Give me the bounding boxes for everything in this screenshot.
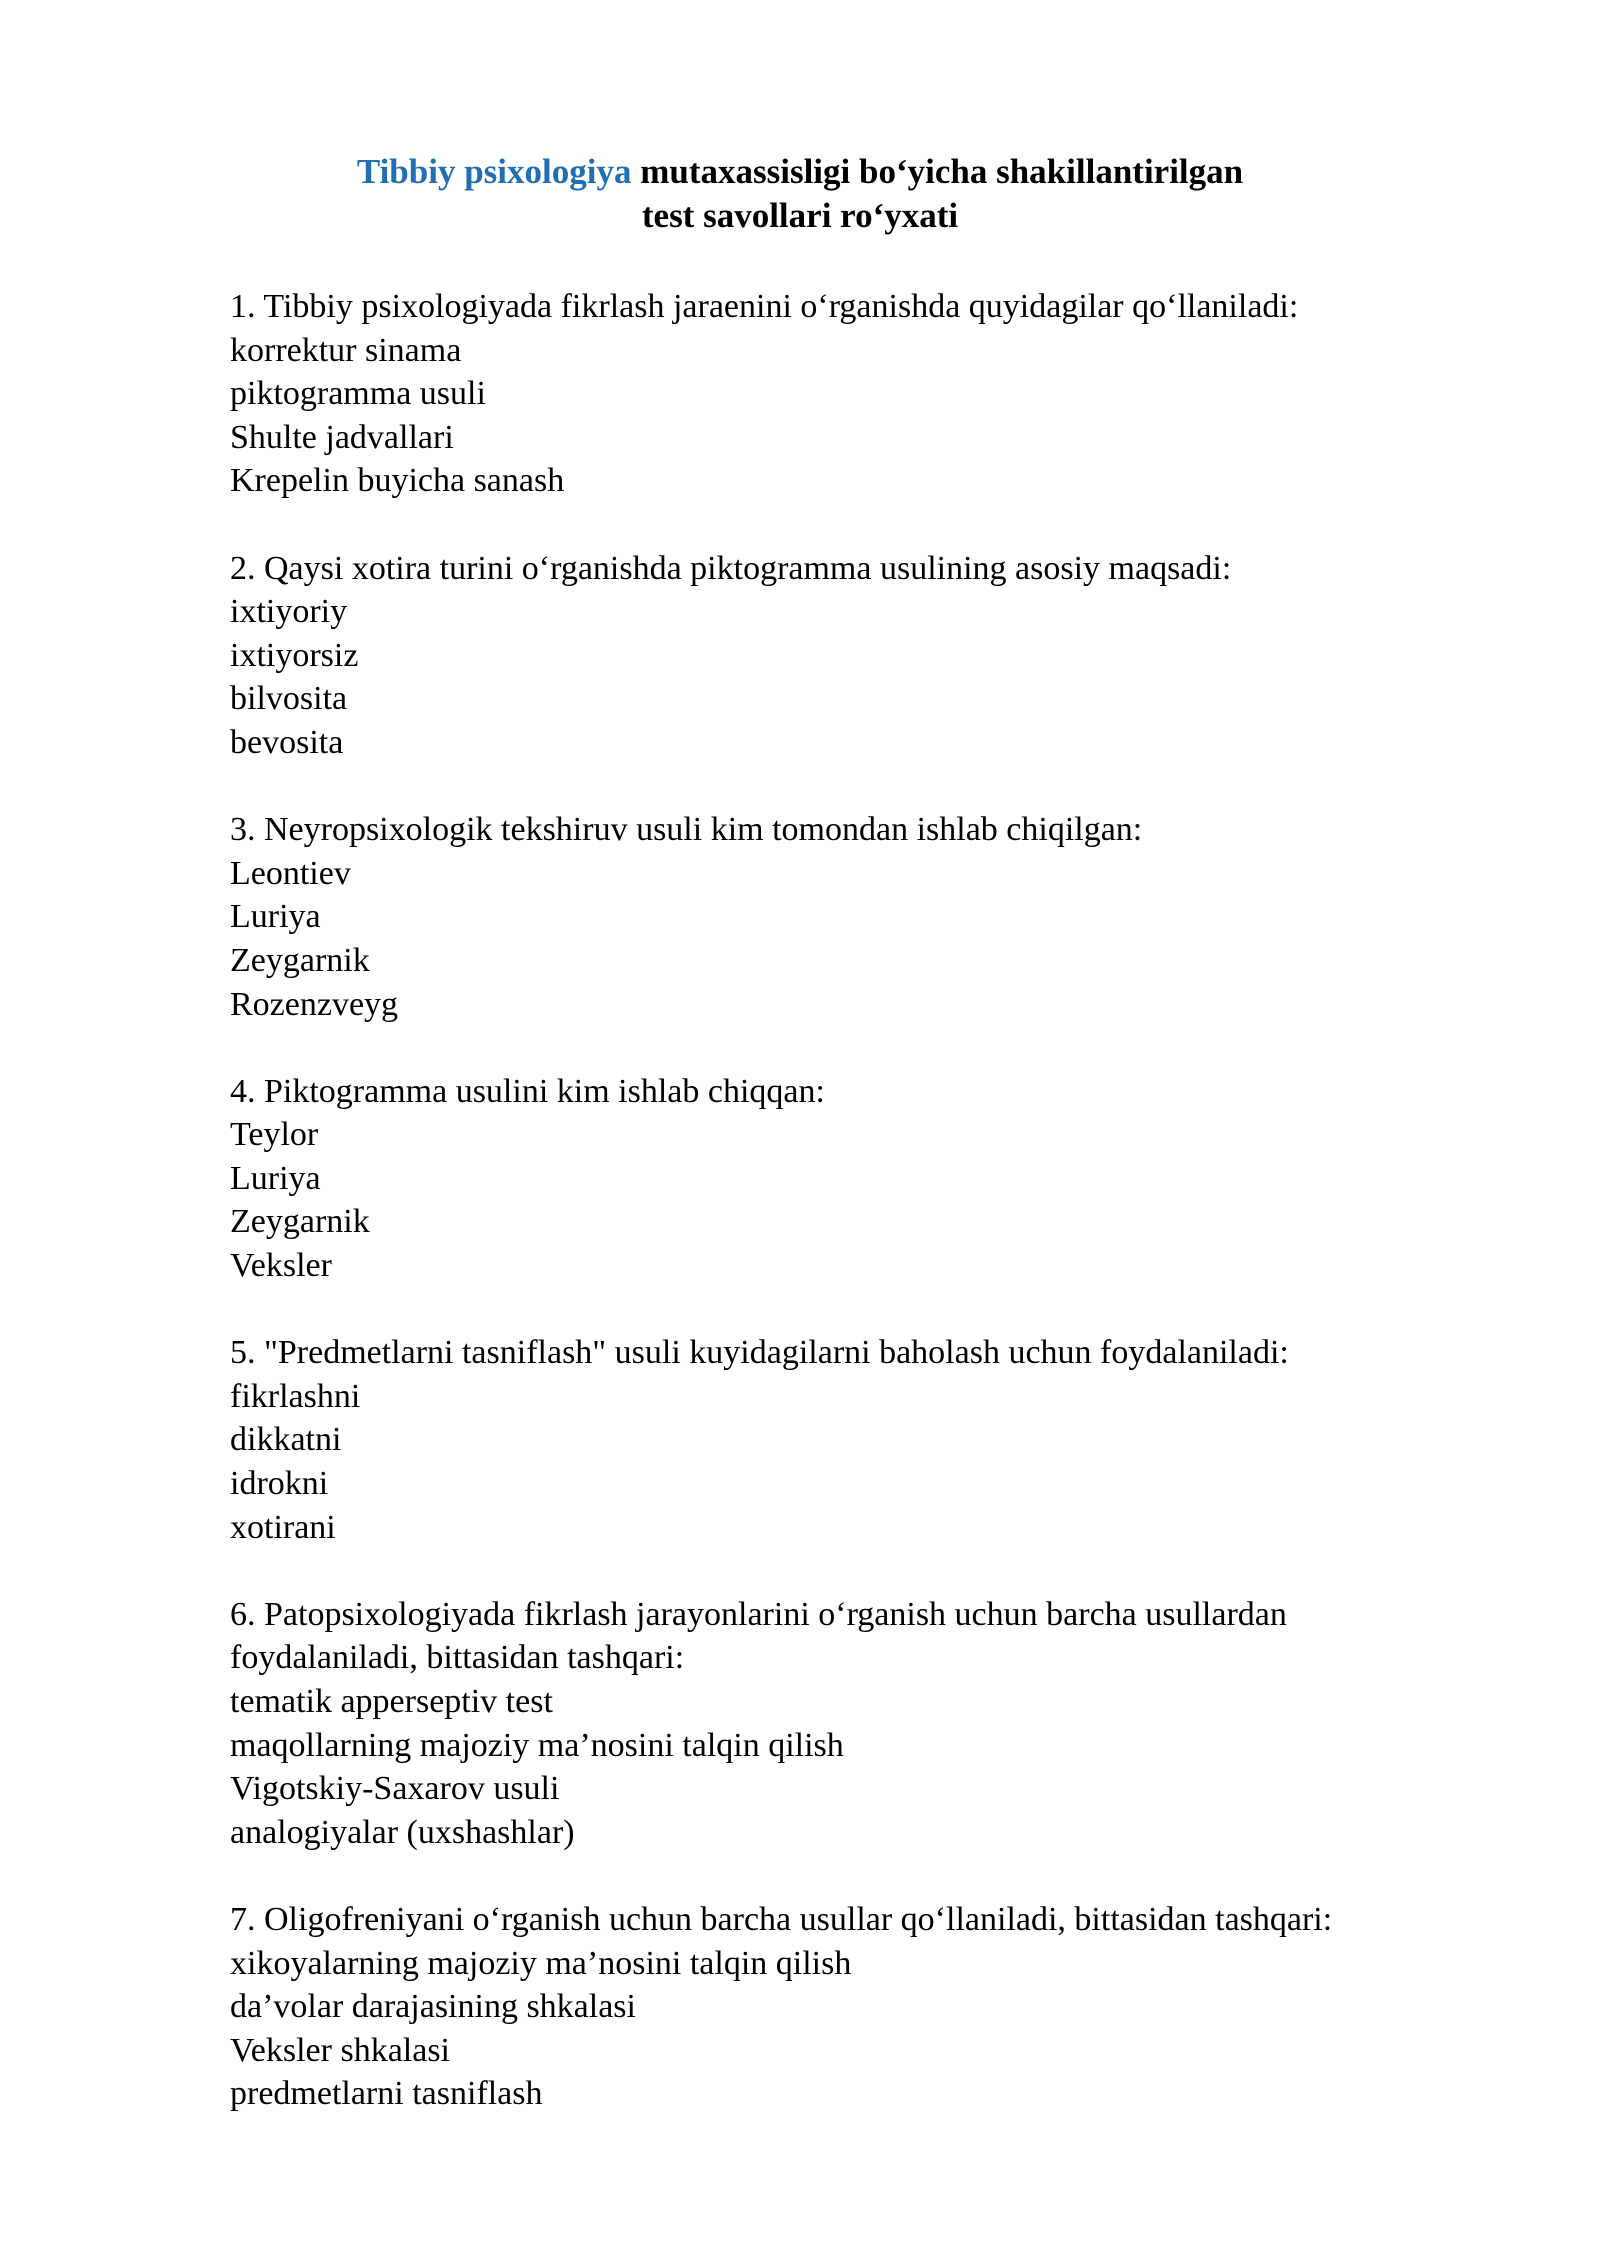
question-3 bbox=[230, 808, 1490, 1026]
answer-option: da’volar darajasining shkalasi bbox=[230, 1988, 636, 2026]
document-title bbox=[0, 150, 1600, 238]
question-text: 4. Piktogramma usulini kim ishlab chiqqan: bbox=[230, 1072, 825, 1110]
answer-option: Zeygarnik bbox=[230, 941, 370, 979]
answer-option: Zeygarnik bbox=[230, 1203, 370, 1241]
question-text: 3. Neyropsixologik tekshiruv usuli kim tomondan ishlab chiqilgan: bbox=[230, 811, 1143, 849]
answer-option: Veksler shkalasi bbox=[230, 2031, 451, 2069]
answer-option: ixtiyorsiz bbox=[230, 636, 359, 674]
answer-option: predmetlarni tasniflash bbox=[230, 2075, 543, 2113]
question-text: 7. Oligofreniyani o‘rganish uchun barcha usullar qo‘llaniladi, bittasidan tashqari: bbox=[230, 1900, 1333, 1938]
question-text-continued: foydalaniladi, bittasidan tashqari: bbox=[230, 1639, 685, 1677]
answer-option: Krepelin buyicha sanash bbox=[230, 462, 565, 500]
question-text: 5. "Predmetlarni tasniflash" usuli kuyidagilarni baholash uchun foydalaniladi: bbox=[230, 1334, 1289, 1372]
answer-option: maqollarning majoziy ma’nosini talqin qilish bbox=[230, 1726, 844, 1764]
answer-option: fikrlashni bbox=[230, 1377, 361, 1415]
answer-option: Luriya bbox=[230, 898, 321, 936]
title-line-1 bbox=[0, 150, 1600, 194]
answer-option: Luriya bbox=[230, 1159, 321, 1197]
question-7 bbox=[230, 1898, 1490, 2116]
answer-option: tematik apperseptiv test bbox=[230, 1683, 553, 1720]
answer-option: xotirani bbox=[230, 1508, 336, 1546]
title-accent: Tibbiy psixologiya bbox=[356, 152, 632, 191]
answer-option: dikkatni bbox=[230, 1421, 342, 1459]
answer-option: piktogramma usuli bbox=[230, 375, 486, 413]
question-6 bbox=[230, 1593, 1490, 1855]
answer-option: Shulte jadvallari bbox=[230, 418, 454, 456]
answer-option: Veksler bbox=[230, 1247, 332, 1285]
answer-option: bevosita bbox=[230, 723, 344, 761]
answer-option: Leontiev bbox=[230, 854, 351, 892]
title-rest: mutaxassisligi bo‘yicha shakillantirilgan bbox=[631, 152, 1244, 191]
answer-option: analogiyalar (uxshashlar) bbox=[230, 1813, 575, 1851]
answer-option: Teylor bbox=[230, 1116, 319, 1154]
title-line-2: test savollari ro‘yxati bbox=[641, 196, 959, 235]
answer-option: idrokni bbox=[230, 1465, 329, 1503]
question-2 bbox=[230, 547, 1490, 765]
answer-option: korrektur sinama bbox=[230, 331, 462, 369]
answer-option: ixtiyoriy bbox=[230, 593, 348, 631]
question-list bbox=[230, 285, 1490, 2160]
answer-option: Rozenzveyg bbox=[230, 985, 399, 1023]
question-text: 6. Patopsixologiyada fikrlash jarayonlarini o‘rganish uchun barcha usullardan bbox=[230, 1595, 1287, 1633]
question-5 bbox=[230, 1331, 1490, 1549]
question-text: 2. Qaysi xotira turini o‘rganishda piktogramma usulining asosiy maqsadi: bbox=[230, 549, 1232, 587]
answer-option: Vigotskiy-Saxarov usuli bbox=[230, 1770, 560, 1808]
answer-option: bilvosita bbox=[230, 680, 348, 718]
answer-option: xikoyalarning majoziy ma’nosini talqin qilish bbox=[230, 1944, 852, 1982]
question-4 bbox=[230, 1070, 1490, 1288]
question-text: 1. Tibbiy psixologiyada fikrlash jaraenini o‘rganishda quyidagilar qo‘llaniladi: bbox=[230, 288, 1299, 325]
question-1 bbox=[230, 285, 1490, 503]
